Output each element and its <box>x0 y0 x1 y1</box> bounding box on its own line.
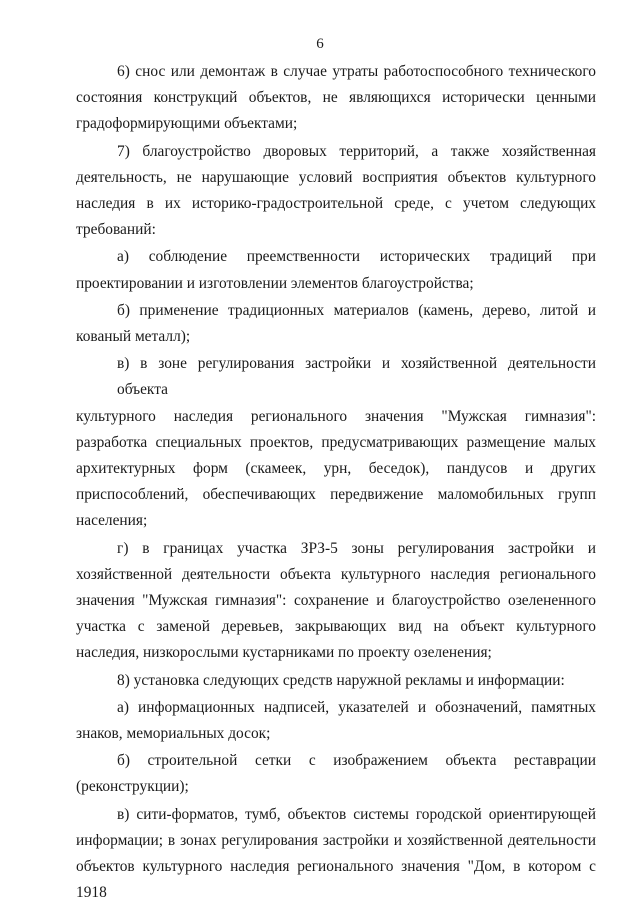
text-line: хозяйственной деятельности объекта культурного наследия регионального <box>76 565 596 583</box>
text-line: разработка специальных проектов, предусматривающих размещение малых <box>76 433 596 451</box>
text-line: проектировании и изготовлении элементов благоустройства; <box>76 274 474 292</box>
text-line: 7) благоустройство дворовых территорий, а также хозяйственная <box>117 142 596 160</box>
paragraph <box>76 139 596 244</box>
text-line: требований: <box>76 221 156 239</box>
text-line: градоформирующими объектами; <box>76 115 298 133</box>
text-line: объектов культурного наследия регионального значения "Дом, в котором с 1918 <box>76 858 596 902</box>
text-line: б) строительной сетки с изображением объекта реставрации <box>117 752 596 770</box>
text-line: значения "Мужская гимназия": сохранение и благоустройство озелененного <box>76 592 596 610</box>
text-line: кованый металл); <box>76 328 191 346</box>
text-line: состояния конструкций объектов, не являющихся исторически ценными <box>76 89 596 107</box>
text-line: участка с заменой деревьев, закрывающих вид на объект культурного <box>76 618 596 636</box>
text-line: деятельность, не нарушающие условий восприятия объектов культурного <box>76 168 596 186</box>
text-line: знаков, мемориальных досок; <box>76 725 271 743</box>
text-line: наследия в их историко-градостроительной среде, с учетом следующих <box>76 195 596 213</box>
paragraph <box>76 298 596 350</box>
text-line: (реконструкции); <box>76 778 189 796</box>
text-line: населения; <box>76 512 148 530</box>
text-line: культурного наследия регионального значения "Мужская гимназия": <box>76 407 596 425</box>
text-line: приспособлений, обеспечивающих передвижение маломобильных групп <box>76 486 596 504</box>
page-number: 6 <box>316 36 324 52</box>
paragraph <box>76 536 596 667</box>
text-line: 8) установка следующих средств наружной рекламы и информации: <box>117 671 565 689</box>
text-line: а) соблюдение преемственности исторических традиций при <box>117 248 596 266</box>
text-line: г) в границах участка ЗРЗ-5 зоны регулирования застройки и <box>117 539 596 557</box>
text-line: архитектурных форм (скамеек, урн, беседок), пандусов и других <box>76 460 596 478</box>
paragraph <box>76 695 596 747</box>
text-line: наследия, низкорослыми кустарниками по проекту озеленения; <box>76 644 492 662</box>
text-line: 6) снос или демонтаж в случае утраты работоспособного технического <box>117 63 596 80</box>
paragraph <box>76 351 596 534</box>
text-line: а) информационных надписей, указателей и обозначений, памятных <box>117 698 596 716</box>
text-line: в) в зоне регулирования застройки и хозяйственной деятельности объекта <box>117 355 596 399</box>
text-line: в) сити-форматов, тумб, объектов системы городской ориентирующей <box>117 805 596 823</box>
paragraph <box>76 802 596 907</box>
paragraph <box>76 59 596 138</box>
paragraph <box>76 244 596 296</box>
text-line: информации; в зонах регулирования застройки и хозяйственной деятельности <box>76 831 596 849</box>
text-line: б) применение традиционных материалов (камень, дерево, литой и <box>117 301 596 319</box>
document-body <box>76 59 596 908</box>
paragraph <box>76 668 596 694</box>
paragraph <box>76 748 596 800</box>
